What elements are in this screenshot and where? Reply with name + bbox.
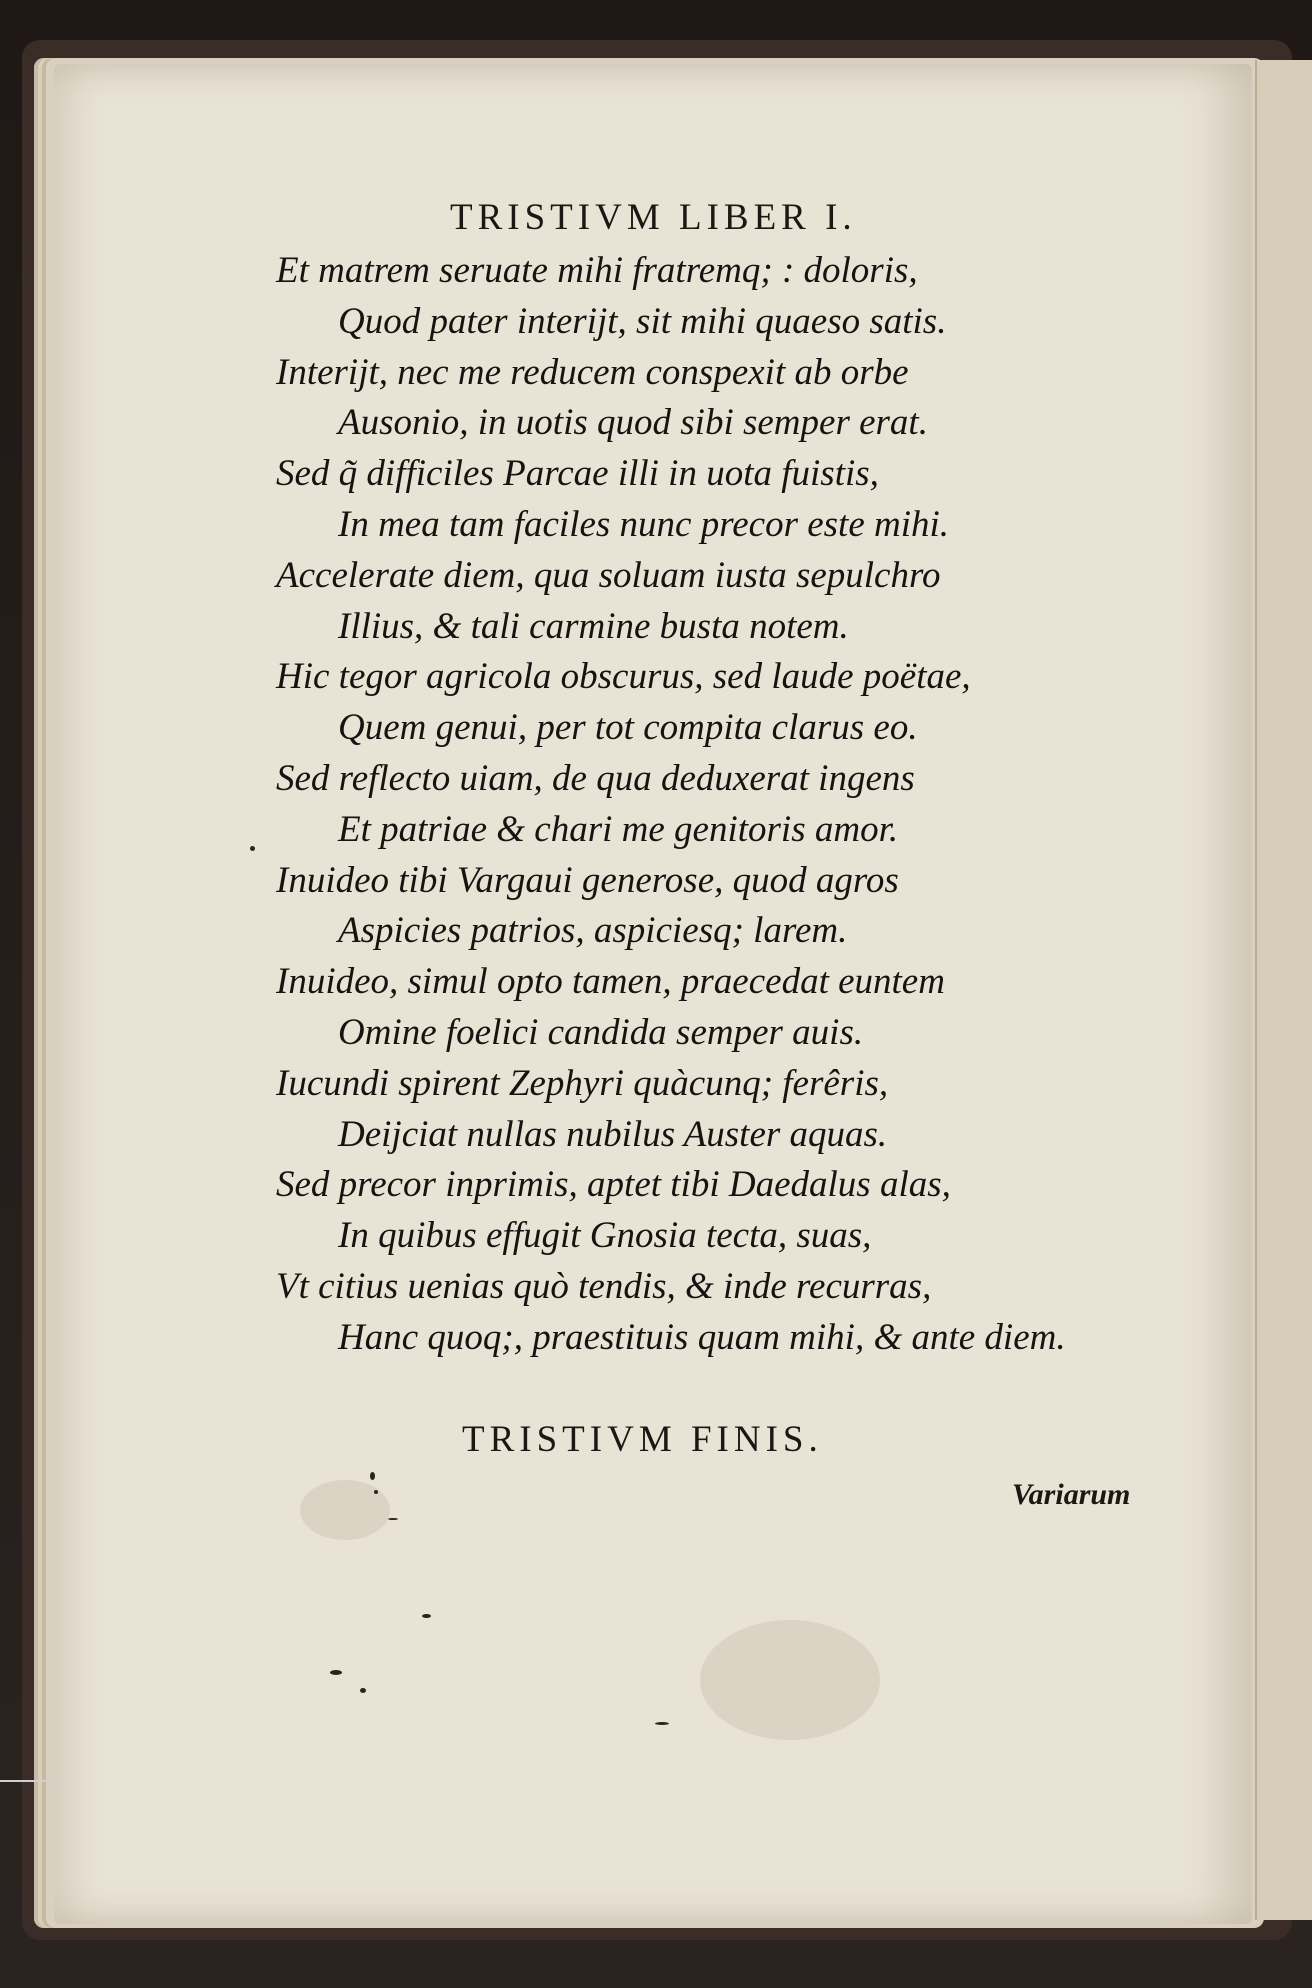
verse-line: Hanc quoq;, praestituis quam mihi, & ante diem. bbox=[338, 1316, 1066, 1358]
binding-thread bbox=[0, 1780, 60, 1782]
ink-speck bbox=[422, 1614, 431, 1618]
verse-line: Iucundi spirent Zephyri quàcunq; ferêris, bbox=[276, 1062, 889, 1104]
verse-line: Aspicies patrios, aspiciesq; larem. bbox=[338, 910, 848, 952]
ink-speck bbox=[250, 846, 255, 851]
verse-line: Illius, & tali carmine busta notem. bbox=[338, 605, 849, 647]
colophon: TRISTIVM FINIS. bbox=[462, 1419, 823, 1460]
verse-line: Interijt, nec me reducem conspexit ab orbe bbox=[276, 351, 909, 393]
paper-stain bbox=[700, 1620, 880, 1740]
ink-speck bbox=[655, 1722, 669, 1725]
ink-speck bbox=[370, 1472, 375, 1480]
verse-line: Et patriae & chari me genitoris amor. bbox=[338, 808, 899, 850]
verse-line: Quod pater interijt, sit mihi quaeso satis. bbox=[338, 300, 947, 342]
paper-stain bbox=[300, 1480, 390, 1540]
verse-line: Ausonio, in uotis quod sibi semper erat. bbox=[338, 402, 928, 444]
verse-line: Inuideo tibi Vargaui generose, quod agros bbox=[276, 859, 899, 901]
verse-line: In quibus effugit Gnosia tecta, suas, bbox=[338, 1215, 872, 1257]
verse-list bbox=[0, 246, 1140, 1364]
verse-line: Sed reflecto uiam, de qua deduxerat ingens bbox=[276, 757, 915, 799]
running-head: TRISTIVM LIBER I. bbox=[450, 197, 857, 238]
catchword: Variarum bbox=[1012, 1478, 1131, 1511]
verse-line: In mea tam faciles nunc precor este mihi. bbox=[338, 503, 950, 545]
verse-line: Accelerate diem, qua soluam iusta sepulchro bbox=[276, 554, 941, 596]
verse-line: Et matrem seruate mihi fratremq; : doloris, bbox=[276, 250, 918, 291]
ink-speck bbox=[388, 1518, 398, 1520]
verse-line: Hic tegor agricola obscurus, sed laude poëtae, bbox=[276, 656, 971, 698]
ink-speck bbox=[374, 1490, 378, 1494]
verse-line: Omine foelici candida semper auis. bbox=[338, 1011, 864, 1053]
verse-line: Vt citius uenias quò tendis, & inde recurras, bbox=[276, 1265, 932, 1307]
verse-line: Sed precor inprimis, aptet tibi Daedalus alas, bbox=[276, 1164, 951, 1206]
facing-page-edge bbox=[1255, 60, 1312, 1920]
verse-line: Deijciat nullas nubilus Auster aquas. bbox=[338, 1113, 888, 1155]
verse-line: Sed q̃ difficiles Parcae illi in uota fuistis, bbox=[276, 453, 879, 495]
ink-speck bbox=[330, 1670, 342, 1675]
ink-speck bbox=[360, 1688, 366, 1693]
verse-line: Inuideo, simul opto tamen, praecedat euntem bbox=[276, 961, 945, 1003]
verse-line: Quem genui, per tot compita clarus eo. bbox=[338, 707, 918, 749]
